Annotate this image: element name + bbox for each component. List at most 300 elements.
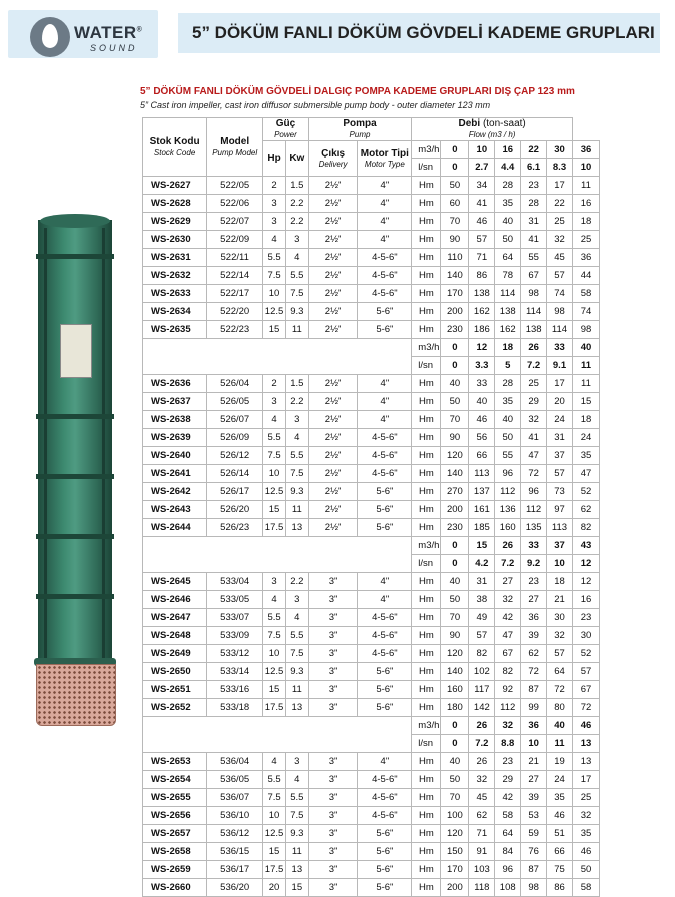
head-value-cell: 138 (521, 321, 547, 339)
stock-code-cell: WS-2658 (143, 843, 207, 861)
head-value-cell: 108 (495, 879, 521, 897)
head-value-cell: 98 (521, 879, 547, 897)
head-value-cell: 138 (469, 285, 495, 303)
head-value-cell: 46 (469, 213, 495, 231)
head-value-cell: 26 (469, 753, 495, 771)
flow-ls-value: 7.2 (469, 735, 495, 753)
head-value-cell: 140 (441, 465, 469, 483)
table-cell: 4-5-6" (358, 249, 412, 267)
hm-label-cell: Hm (412, 627, 441, 645)
head-value-cell: 75 (547, 861, 573, 879)
table-cell: 5-6" (358, 861, 412, 879)
table-cell: 2½" (308, 303, 358, 321)
model-cell: 526/23 (207, 519, 263, 537)
stock-code-cell: WS-2647 (143, 609, 207, 627)
model-cell: 522/14 (207, 267, 263, 285)
model-cell: 536/05 (207, 771, 263, 789)
head-value-cell: 41 (521, 231, 547, 249)
model-cell: 522/09 (207, 231, 263, 249)
table-cell: 4" (358, 231, 412, 249)
head-value-cell: 16 (572, 195, 599, 213)
model-cell: 533/04 (207, 573, 263, 591)
head-value-cell: 160 (441, 681, 469, 699)
model-cell: 522/11 (207, 249, 263, 267)
head-value-cell: 160 (495, 519, 521, 537)
flow-ls-value: 9.2 (521, 555, 547, 573)
table-cell: 5-6" (358, 699, 412, 717)
head-value-cell: 71 (469, 249, 495, 267)
hm-label-cell: Hm (412, 807, 441, 825)
head-value-cell: 67 (572, 681, 599, 699)
group-spacer (143, 717, 412, 753)
table-cell: 2½" (308, 447, 358, 465)
table-row (143, 321, 600, 339)
head-value-cell: 40 (441, 375, 469, 393)
table-row (143, 231, 600, 249)
table-row (143, 213, 600, 231)
flow-m3h-value: 0 (441, 141, 469, 159)
flow-m3h-row (143, 717, 600, 735)
head-value-cell: 27 (495, 573, 521, 591)
table-cell: 3" (308, 879, 358, 897)
head-value-cell: 44 (572, 267, 599, 285)
table-row (143, 267, 600, 285)
flow-m3h-value: 37 (547, 537, 573, 555)
table-cell: 4 (263, 753, 286, 771)
model-cell: 533/16 (207, 681, 263, 699)
head-value-cell: 50 (441, 771, 469, 789)
table-cell: 3" (308, 591, 358, 609)
flow-ls-value: 7.2 (495, 555, 521, 573)
stock-code-cell: WS-2630 (143, 231, 207, 249)
table-row (143, 411, 600, 429)
model-cell: 533/18 (207, 699, 263, 717)
pump-strainer (36, 664, 116, 726)
head-value-cell: 185 (469, 519, 495, 537)
stock-code-cell: WS-2648 (143, 627, 207, 645)
head-value-cell: 18 (547, 573, 573, 591)
flow-m3h-value: 30 (547, 141, 573, 159)
hm-label-cell: Hm (412, 825, 441, 843)
model-cell: 533/14 (207, 663, 263, 681)
head-value-cell: 78 (495, 267, 521, 285)
head-value-cell: 24 (547, 771, 573, 789)
head-value-cell: 24 (572, 429, 599, 447)
table-cell: 5-6" (358, 681, 412, 699)
head-value-cell: 82 (495, 663, 521, 681)
head-value-cell: 150 (441, 843, 469, 861)
table-cell: 5-6" (358, 843, 412, 861)
table-cell: 3 (263, 195, 286, 213)
header-delivery: Çıkış Delivery (308, 141, 358, 177)
head-value-cell: 37 (547, 447, 573, 465)
table-cell: 3" (308, 573, 358, 591)
head-value-cell: 200 (441, 501, 469, 519)
logo-word-water: WATER® (74, 23, 143, 42)
table-cell: 3" (308, 681, 358, 699)
hm-label-cell: Hm (412, 213, 441, 231)
hm-label-cell: Hm (412, 375, 441, 393)
table-cell: 2½" (308, 393, 358, 411)
table-cell: 12.5 (263, 483, 286, 501)
head-value-cell: 42 (495, 789, 521, 807)
head-value-cell: 40 (469, 393, 495, 411)
table-row (143, 465, 600, 483)
head-value-cell: 86 (547, 879, 573, 897)
model-cell: 522/23 (207, 321, 263, 339)
hm-label-cell: Hm (412, 501, 441, 519)
model-cell: 536/10 (207, 807, 263, 825)
table-row (143, 753, 600, 771)
flow-m3h-value: 15 (469, 537, 495, 555)
head-value-cell: 39 (521, 627, 547, 645)
head-value-cell: 140 (441, 663, 469, 681)
head-value-cell: 98 (521, 285, 547, 303)
model-cell: 533/05 (207, 591, 263, 609)
hm-label-cell: Hm (412, 591, 441, 609)
head-value-cell: 13 (572, 753, 599, 771)
flow-ls-value: 8.8 (495, 735, 521, 753)
table-cell: 5.5 (285, 267, 308, 285)
table-cell: 2½" (308, 375, 358, 393)
model-cell: 526/14 (207, 465, 263, 483)
head-value-cell: 96 (495, 465, 521, 483)
header-pump: Pompa Pump (308, 118, 412, 141)
table-cell: 2½" (308, 519, 358, 537)
flow-m3h-value: 33 (521, 537, 547, 555)
flow-m3h-value: 26 (521, 339, 547, 357)
head-value-cell: 58 (572, 285, 599, 303)
table-cell: 2.2 (285, 573, 308, 591)
table-row (143, 627, 600, 645)
model-cell: 526/07 (207, 411, 263, 429)
table-row (143, 447, 600, 465)
head-value-cell: 28 (495, 375, 521, 393)
head-value-cell: 96 (521, 483, 547, 501)
model-cell: 533/09 (207, 627, 263, 645)
stock-code-cell: WS-2627 (143, 177, 207, 195)
stock-code-cell: WS-2629 (143, 213, 207, 231)
stock-code-cell: WS-2657 (143, 825, 207, 843)
head-value-cell: 30 (547, 609, 573, 627)
head-value-cell: 40 (495, 213, 521, 231)
head-value-cell: 57 (547, 465, 573, 483)
head-value-cell: 45 (547, 249, 573, 267)
head-value-cell: 72 (521, 663, 547, 681)
table-cell: 15 (263, 501, 286, 519)
flow-ls-value: 11 (547, 735, 573, 753)
head-value-cell: 137 (469, 483, 495, 501)
head-value-cell: 17 (547, 375, 573, 393)
hm-label-cell: Hm (412, 393, 441, 411)
head-value-cell: 12 (572, 573, 599, 591)
flow-m3h-value: 33 (547, 339, 573, 357)
table-cell: 4 (285, 609, 308, 627)
head-value-cell: 32 (521, 411, 547, 429)
table-cell: 4-5-6" (358, 771, 412, 789)
table-cell: 4-5-6" (358, 789, 412, 807)
table-cell: 3 (285, 591, 308, 609)
head-value-cell: 47 (572, 465, 599, 483)
flow-m3h-value: 40 (572, 339, 599, 357)
unit-label-ls: l/sn (412, 735, 441, 753)
table-cell: 15 (263, 321, 286, 339)
model-cell: 522/07 (207, 213, 263, 231)
table-cell: 4 (263, 591, 286, 609)
model-cell: 536/20 (207, 879, 263, 897)
head-value-cell: 110 (441, 249, 469, 267)
flow-ls-value: 10 (521, 735, 547, 753)
stock-code-cell: WS-2645 (143, 573, 207, 591)
flow-ls-value: 8.3 (547, 159, 573, 177)
model-cell: 526/17 (207, 483, 263, 501)
head-value-cell: 66 (469, 447, 495, 465)
stock-code-cell: WS-2659 (143, 861, 207, 879)
hm-label-cell: Hm (412, 231, 441, 249)
head-value-cell: 24 (547, 411, 573, 429)
table-cell: 2 (263, 375, 286, 393)
head-value-cell: 49 (469, 609, 495, 627)
hm-label-cell: Hm (412, 465, 441, 483)
table-row (143, 483, 600, 501)
head-value-cell: 46 (547, 807, 573, 825)
table-row (143, 807, 600, 825)
hm-label-cell: Hm (412, 249, 441, 267)
head-value-cell: 51 (547, 825, 573, 843)
head-value-cell: 46 (469, 411, 495, 429)
table-cell: 10 (263, 285, 286, 303)
table-cell: 4" (358, 177, 412, 195)
table-row (143, 285, 600, 303)
head-value-cell: 52 (572, 645, 599, 663)
table-cell: 7.5 (263, 447, 286, 465)
table-cell: 3" (308, 789, 358, 807)
head-value-cell: 161 (469, 501, 495, 519)
flow-m3h-value: 0 (441, 717, 469, 735)
water-drop-icon (42, 24, 58, 48)
flow-m3h-value: 36 (572, 141, 599, 159)
table-cell: 3" (308, 627, 358, 645)
stock-code-cell: WS-2628 (143, 195, 207, 213)
table-row (143, 681, 600, 699)
hm-label-cell: Hm (412, 771, 441, 789)
table-cell: 2½" (308, 249, 358, 267)
head-value-cell: 11 (572, 375, 599, 393)
table-cell: 4 (285, 429, 308, 447)
head-value-cell: 270 (441, 483, 469, 501)
head-value-cell: 87 (521, 861, 547, 879)
stock-code-cell: WS-2660 (143, 879, 207, 897)
head-value-cell: 170 (441, 861, 469, 879)
model-cell: 522/05 (207, 177, 263, 195)
head-value-cell: 100 (441, 807, 469, 825)
table-cell: 15 (263, 843, 286, 861)
table-cell: 17.5 (263, 861, 286, 879)
head-value-cell: 76 (521, 843, 547, 861)
table-cell: 3 (263, 213, 286, 231)
table-cell: 4 (285, 249, 308, 267)
head-value-cell: 40 (441, 753, 469, 771)
table-cell: 15 (263, 681, 286, 699)
flow-ls-value: 6.1 (521, 159, 547, 177)
table-cell: 4" (358, 411, 412, 429)
head-value-cell: 74 (572, 303, 599, 321)
hm-label-cell: Hm (412, 843, 441, 861)
head-value-cell: 91 (469, 843, 495, 861)
hm-label-cell: Hm (412, 411, 441, 429)
subtitle-english: 5” Cast iron impeller, cast iron diffusor submersible pump body - outer diameter 123 mm (140, 100, 491, 110)
flow-ls-value: 4.4 (495, 159, 521, 177)
flow-m3h-value: 18 (495, 339, 521, 357)
table-cell: 1.5 (285, 177, 308, 195)
head-value-cell: 64 (547, 663, 573, 681)
head-value-cell: 23 (572, 609, 599, 627)
head-value-cell: 31 (469, 573, 495, 591)
model-cell: 536/15 (207, 843, 263, 861)
pump-ring (36, 594, 114, 599)
flow-ls-value: 2.7 (469, 159, 495, 177)
hm-label-cell: Hm (412, 861, 441, 879)
model-cell: 533/12 (207, 645, 263, 663)
head-value-cell: 53 (521, 807, 547, 825)
head-value-cell: 45 (469, 789, 495, 807)
table-cell: 13 (285, 519, 308, 537)
table-cell: 5-6" (358, 303, 412, 321)
flow-m3h-row (143, 537, 600, 555)
flow-m3h-value: 40 (547, 717, 573, 735)
hm-label-cell: Hm (412, 303, 441, 321)
head-value-cell: 62 (572, 501, 599, 519)
table-cell: 4-5-6" (358, 267, 412, 285)
head-value-cell: 31 (547, 429, 573, 447)
table-cell: 11 (285, 501, 308, 519)
head-value-cell: 25 (572, 231, 599, 249)
head-value-cell: 142 (469, 699, 495, 717)
stock-code-cell: WS-2656 (143, 807, 207, 825)
head-value-cell: 28 (521, 195, 547, 213)
head-value-cell: 25 (547, 213, 573, 231)
table-cell: 9.3 (285, 825, 308, 843)
head-value-cell: 113 (547, 519, 573, 537)
head-value-cell: 186 (469, 321, 495, 339)
head-value-cell: 87 (521, 681, 547, 699)
hm-label-cell: Hm (412, 177, 441, 195)
head-value-cell: 72 (572, 699, 599, 717)
pump-ring (36, 534, 114, 539)
header-stock-code: Stok Kodu Stock Code (143, 118, 207, 177)
head-value-cell: 112 (495, 699, 521, 717)
head-value-cell: 21 (547, 591, 573, 609)
hm-label-cell: Hm (412, 285, 441, 303)
table-cell: 2½" (308, 483, 358, 501)
head-value-cell: 17 (547, 177, 573, 195)
table-cell: 11 (285, 681, 308, 699)
stock-code-cell: WS-2654 (143, 771, 207, 789)
head-value-cell: 40 (441, 573, 469, 591)
stock-code-cell: WS-2642 (143, 483, 207, 501)
table-cell: 10 (263, 807, 286, 825)
table-cell: 5.5 (263, 249, 286, 267)
head-value-cell: 15 (572, 393, 599, 411)
head-value-cell: 35 (572, 825, 599, 843)
head-value-cell: 50 (441, 393, 469, 411)
head-value-cell: 200 (441, 303, 469, 321)
head-value-cell: 55 (495, 447, 521, 465)
table-cell: 3" (308, 753, 358, 771)
head-value-cell: 62 (521, 645, 547, 663)
head-value-cell: 117 (469, 681, 495, 699)
model-cell: 526/12 (207, 447, 263, 465)
table-cell: 5.5 (263, 609, 286, 627)
stock-code-cell: WS-2637 (143, 393, 207, 411)
table-cell: 5-6" (358, 519, 412, 537)
head-value-cell: 74 (547, 285, 573, 303)
table-cell: 4-5-6" (358, 807, 412, 825)
group-spacer (143, 339, 412, 375)
flow-ls-value: 5 (495, 357, 521, 375)
table-row (143, 519, 600, 537)
table-row (143, 789, 600, 807)
stock-code-cell: WS-2641 (143, 465, 207, 483)
table-cell: 7.5 (285, 465, 308, 483)
head-value-cell: 138 (495, 303, 521, 321)
head-value-cell: 40 (495, 411, 521, 429)
head-value-cell: 70 (441, 213, 469, 231)
flow-m3h-value: 0 (441, 537, 469, 555)
flow-ls-value: 4.2 (469, 555, 495, 573)
table-cell: 9.3 (285, 483, 308, 501)
table-cell: 9.3 (285, 303, 308, 321)
table-row (143, 843, 600, 861)
hm-label-cell: Hm (412, 483, 441, 501)
table-cell: 2½" (308, 195, 358, 213)
head-value-cell: 50 (441, 177, 469, 195)
hm-label-cell: Hm (412, 195, 441, 213)
table-cell: 4-5-6" (358, 609, 412, 627)
pump-ring (36, 414, 114, 419)
flow-m3h-value: 32 (495, 717, 521, 735)
table-cell: 12.5 (263, 825, 286, 843)
flow-ls-value: 0 (441, 555, 469, 573)
hm-label-cell: Hm (412, 573, 441, 591)
table-cell: 4-5-6" (358, 285, 412, 303)
table-row (143, 429, 600, 447)
stock-code-cell: WS-2643 (143, 501, 207, 519)
head-value-cell: 72 (547, 681, 573, 699)
table-cell: 4" (358, 591, 412, 609)
model-cell: 522/06 (207, 195, 263, 213)
head-value-cell: 31 (521, 213, 547, 231)
head-value-cell: 52 (572, 483, 599, 501)
hm-label-cell: Hm (412, 879, 441, 897)
head-value-cell: 32 (469, 771, 495, 789)
head-value-cell: 35 (547, 789, 573, 807)
header-flow: Debi (ton-saat) Flow (m3 / h) (412, 118, 573, 141)
head-value-cell: 22 (547, 195, 573, 213)
head-value-cell: 73 (547, 483, 573, 501)
head-value-cell: 66 (547, 843, 573, 861)
head-value-cell: 57 (572, 663, 599, 681)
stock-code-cell: WS-2636 (143, 375, 207, 393)
table-cell: 5-6" (358, 663, 412, 681)
pump-label (60, 324, 92, 378)
head-value-cell: 39 (521, 789, 547, 807)
head-value-cell: 17 (572, 771, 599, 789)
stock-code-cell: WS-2644 (143, 519, 207, 537)
table-cell: 2½" (308, 267, 358, 285)
head-value-cell: 50 (495, 231, 521, 249)
unit-label-m3h: m3/h (412, 537, 441, 555)
